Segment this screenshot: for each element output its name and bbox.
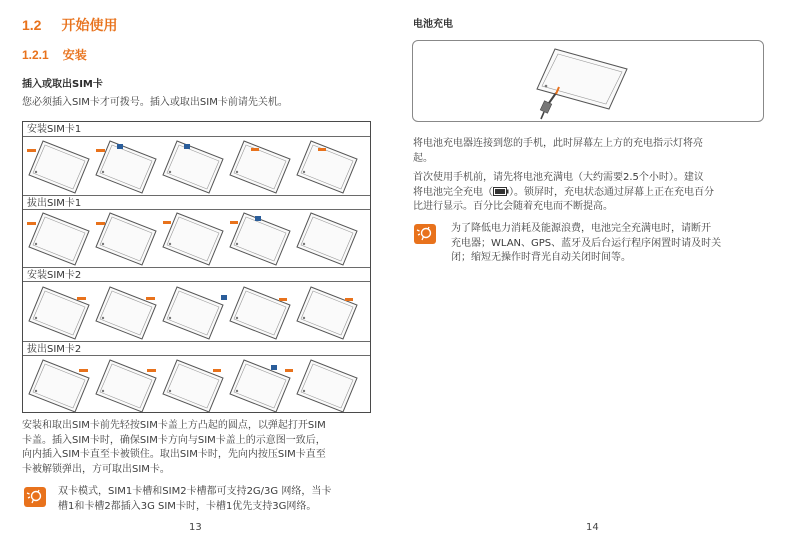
- sim-body-line: 向内插入SIM卡直至卡被锁住。取出SIM卡时，先向内按压SIM卡直至: [22, 449, 326, 460]
- charging-phone-illustration: [413, 41, 763, 121]
- step-label-remove-sim1: 拔出SIM卡1: [23, 195, 370, 210]
- section-title-text: 开始使用: [61, 18, 118, 34]
- sim-body-text: [22, 419, 372, 477]
- subsection-number: 1.2.1: [22, 48, 49, 62]
- charging-para-2-line: [413, 186, 765, 201]
- charging-para-2-text: 将电池完全充电（: [413, 186, 493, 198]
- step-illustration-remove-sim2: [23, 359, 370, 413]
- section-title: [22, 15, 117, 35]
- subsection-title-text: 安装: [62, 48, 87, 62]
- section-number: 1.2: [22, 17, 42, 33]
- power-saving-note: [451, 222, 767, 266]
- charging-para-1-line: 将电池充电器连接到您的手机，此时屏幕左上方的充电指示灯将亮: [413, 138, 703, 149]
- battery-icon: [493, 187, 509, 196]
- subsection-title: [22, 46, 87, 63]
- charging-illustration-box: [412, 40, 764, 122]
- lightbulb-note-icon: [24, 487, 46, 507]
- charging-heading: 电池充电: [413, 19, 453, 30]
- power-saving-note-line: 为了降低电力消耗及能源浪费，电池完全充满电时，请断开: [451, 223, 711, 234]
- sim-body-line: 安装和取出SIM卡前先轻按SIM卡盖上方凸起的圆点，以弹起打开SIM: [22, 420, 326, 431]
- power-saving-note-line: 充电器；WLAN、GPS、蓝牙及后台运行程序闲置时请及时关: [451, 237, 722, 249]
- step-label-remove-sim2: 拔出SIM卡2: [23, 341, 370, 356]
- charging-para-1: [413, 137, 765, 166]
- sim-body-line: 卡盖。插入SIM卡时，确保SIM卡方向与SIM卡盖上的示意图一致后，: [22, 434, 326, 446]
- dual-sim-note-line: 槽1和卡槽2都插入3G SIM卡时，卡槽1优先支持3G网络。: [58, 500, 317, 512]
- charging-para-1-line: 起。: [413, 152, 433, 164]
- power-saving-note-line: 闭；缩短无操作时背光自动关闭时间等。: [451, 252, 631, 263]
- charging-para-2: [413, 171, 765, 215]
- step-label-install-sim2: 安装SIM卡2: [23, 267, 370, 282]
- dual-sim-note: [58, 485, 372, 514]
- lightbulb-note-icon: [414, 224, 436, 244]
- step-illustration-remove-sim1: [23, 212, 370, 266]
- sim-body-line: 卡被解锁弹出，方可取出SIM卡。: [22, 463, 170, 475]
- charging-para-2-line: 首次使用手机前，请先将电池充满电（大约需要2.5个小时）。建议: [413, 172, 704, 183]
- step-label-install-sim1: 安装SIM卡1: [23, 122, 370, 137]
- dual-sim-note-line: 双卡模式，SIM1卡槽和SIM2卡槽都可支持2G/3G 网络，当卡: [58, 486, 332, 497]
- page-number-left: 13: [189, 522, 202, 533]
- page-number-right: 14: [586, 522, 599, 533]
- step-illustration-install-sim1: [23, 140, 370, 194]
- step-illustration-install-sim2: [23, 285, 370, 341]
- charging-para-2-text: ）。锁屏时，充电状态通过屏幕上正在充电百分: [509, 186, 714, 198]
- sim-heading: 插入或取出SIM卡: [22, 79, 103, 90]
- sim-intro: 您必须插入SIM卡才可拨号。插入或取出SIM卡前请先关机。: [22, 97, 288, 108]
- charging-para-2-line: 比进行显示。百分比会随着充电而不断提高。: [413, 201, 613, 212]
- sim-steps-table: [22, 121, 371, 413]
